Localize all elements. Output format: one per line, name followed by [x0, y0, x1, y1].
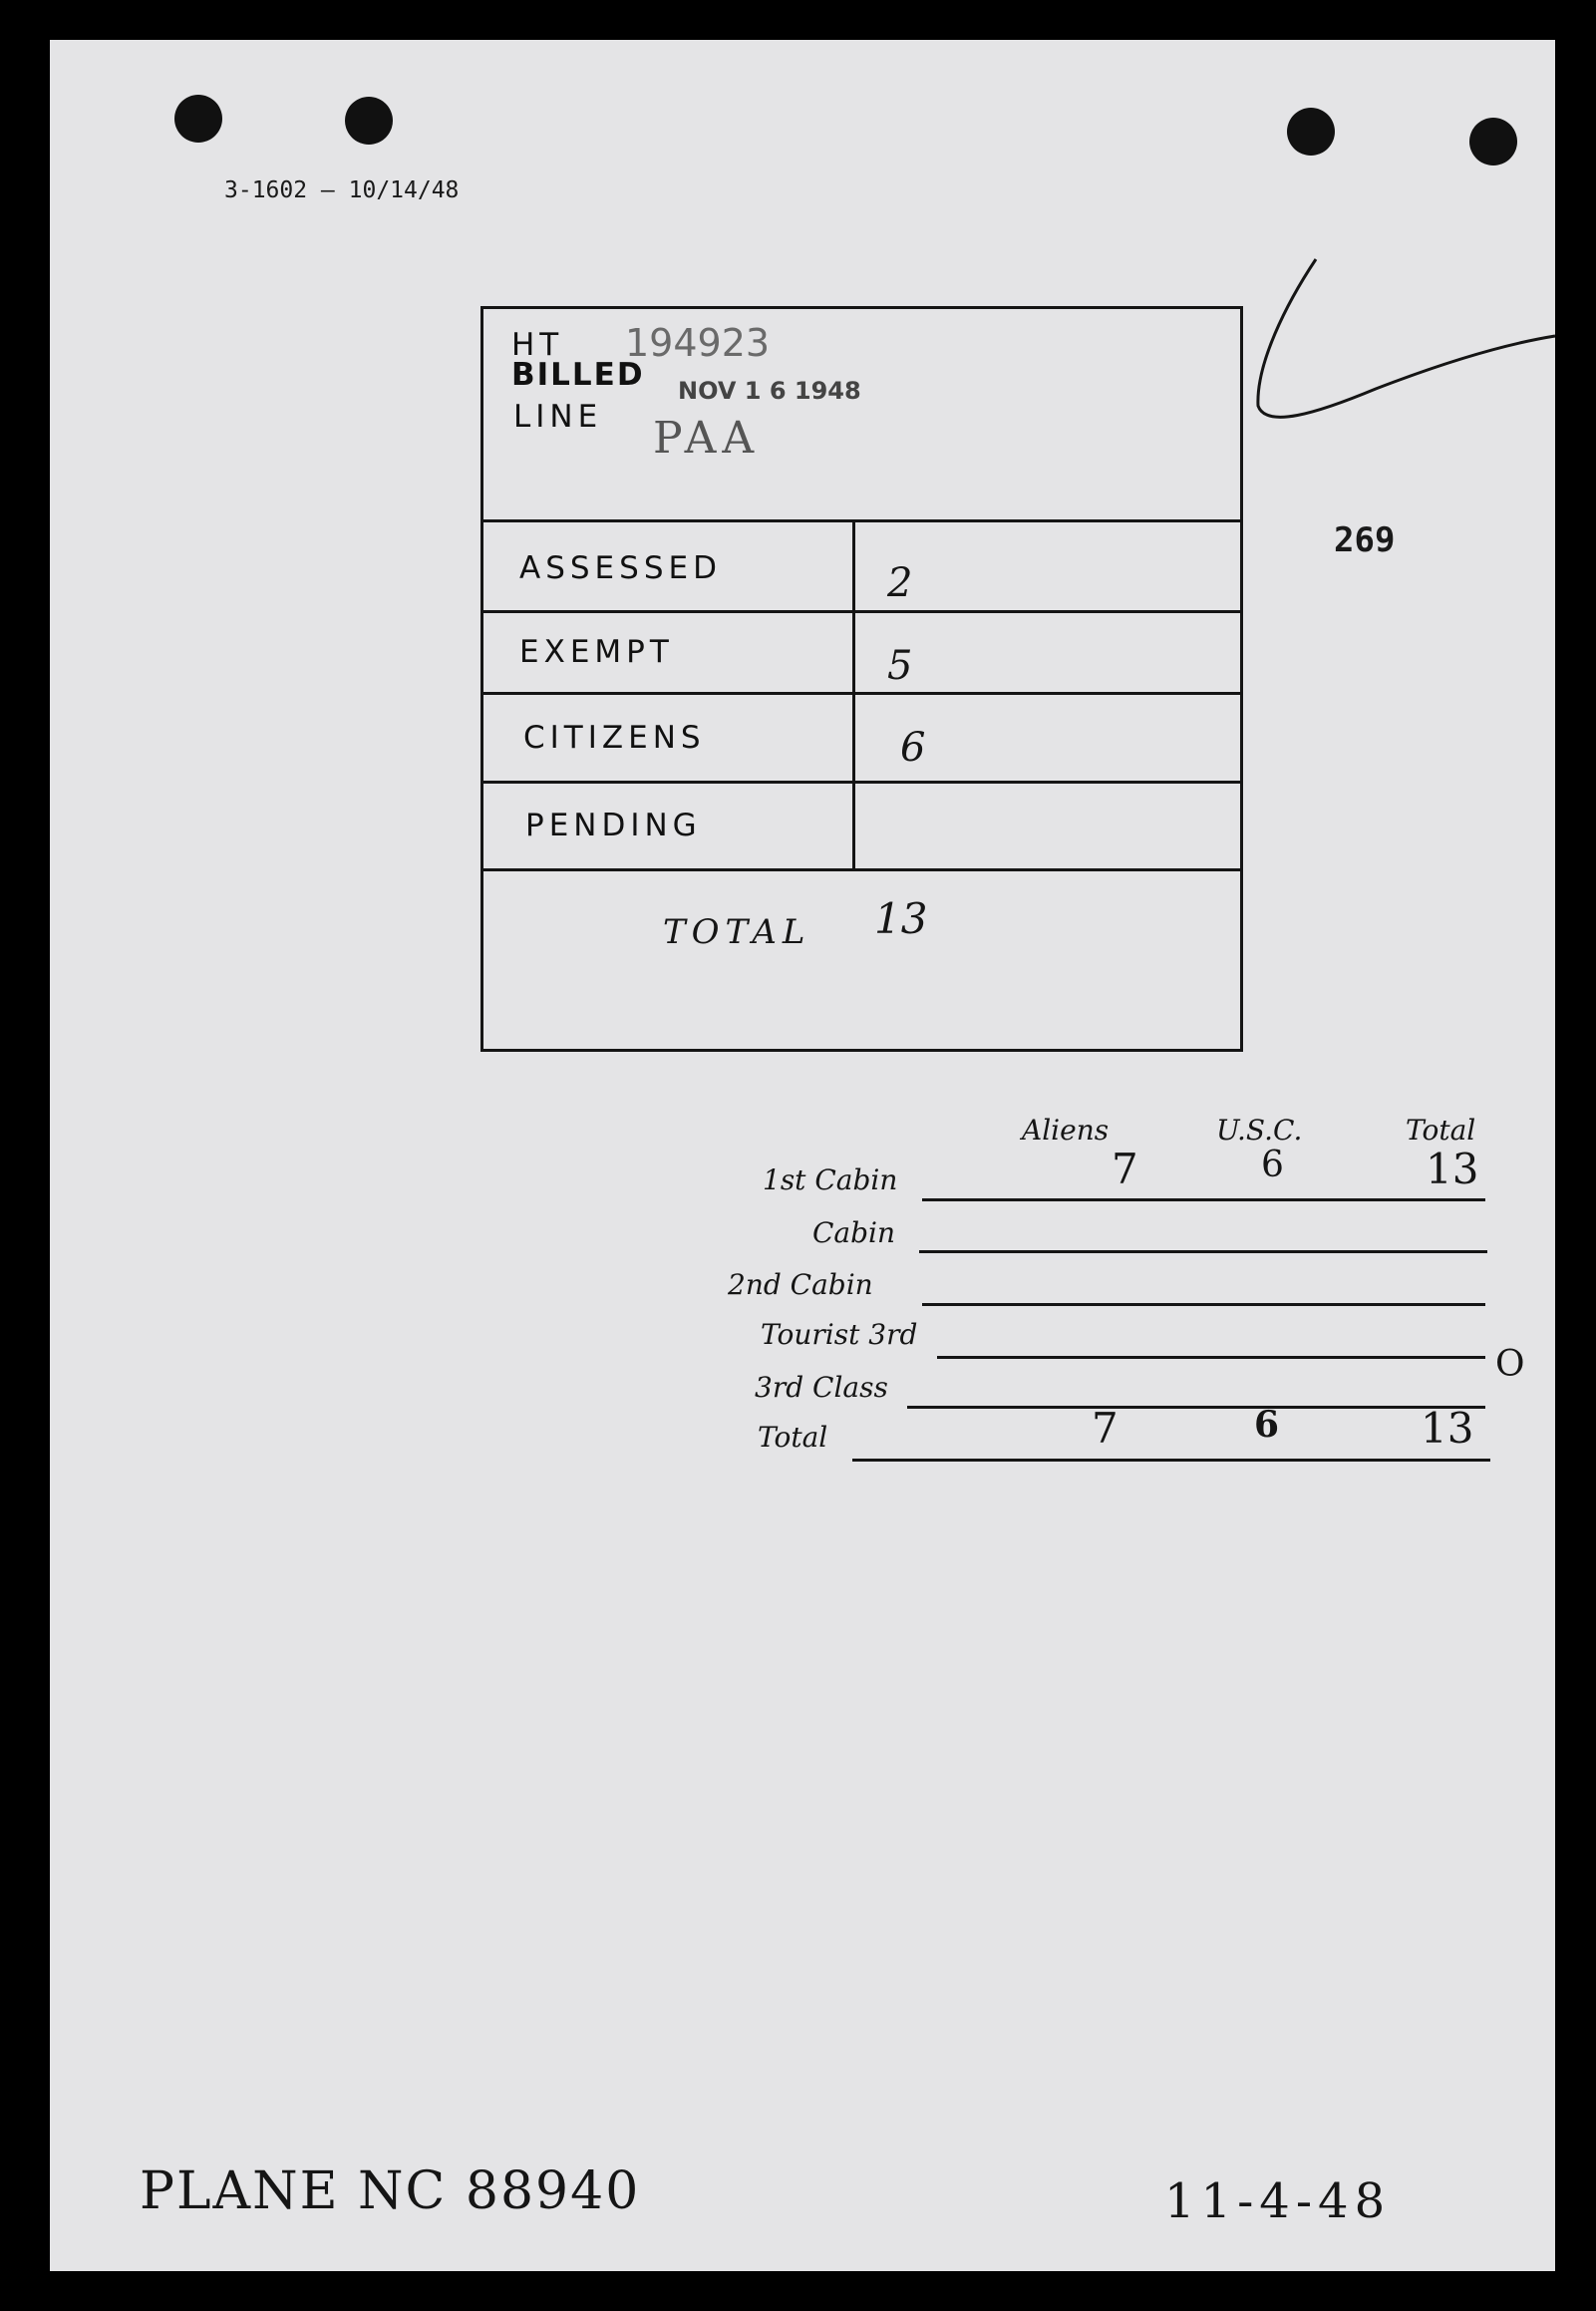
- line-value: PAA: [653, 413, 761, 464]
- ht-label: HT: [511, 327, 564, 363]
- table-row-label: Total: [758, 1421, 828, 1454]
- table-cell-aliens: 7: [1092, 1404, 1118, 1453]
- table-row-label: 3rd Class: [755, 1371, 888, 1404]
- punch-hole-right-1: [1287, 108, 1335, 156]
- exempt-label: EXEMPT: [519, 634, 674, 670]
- total-label: TOTAL: [663, 912, 811, 952]
- punch-hole-left-2: [345, 97, 393, 145]
- table-row-label: Cabin: [812, 1216, 896, 1249]
- billed-label: BILLED: [511, 357, 645, 393]
- ht-number: 194923: [625, 321, 771, 365]
- table-cell-total: 13: [1426, 1145, 1479, 1193]
- document-page: [50, 40, 1555, 2271]
- column-total: Total: [1406, 1114, 1476, 1147]
- plane-number: PLANE NC 88940: [140, 2161, 641, 2221]
- table-cell-usc: 6: [1254, 1404, 1280, 1446]
- table-cell-usc: 6: [1261, 1145, 1284, 1185]
- assessed-label: ASSESSED: [519, 550, 722, 586]
- citizens-value: 6: [900, 725, 926, 771]
- table-row-label: Tourist 3rd: [761, 1318, 918, 1351]
- billed-date: NOV 1 6 1948: [678, 377, 861, 405]
- table-row-label: 2nd Cabin: [728, 1268, 873, 1301]
- check-mark-icon: [1246, 214, 1585, 454]
- side-mark: O: [1495, 1344, 1525, 1385]
- punch-hole-left-1: [174, 95, 222, 143]
- citizens-label: CITIZENS: [523, 720, 706, 756]
- punch-hole-right-2: [1469, 118, 1517, 165]
- column-usc: U.S.C.: [1216, 1114, 1303, 1147]
- table-cell-total: 13: [1421, 1404, 1474, 1453]
- table-cell-aliens: 7: [1112, 1145, 1138, 1193]
- ht-card: [480, 306, 1243, 1052]
- column-aliens: Aliens: [1022, 1114, 1110, 1147]
- footer-date: 11-4-48: [1164, 2173, 1392, 2229]
- exempt-value: 5: [887, 643, 913, 689]
- line-label: LINE: [513, 399, 603, 435]
- page-number: 269: [1334, 520, 1396, 560]
- pending-label: PENDING: [525, 808, 702, 843]
- form-number: 3-1602 — 10/14/48: [224, 177, 460, 203]
- table-row-label: 1st Cabin: [763, 1163, 898, 1196]
- total-value: 13: [874, 894, 928, 943]
- assessed-value: 2: [887, 560, 913, 606]
